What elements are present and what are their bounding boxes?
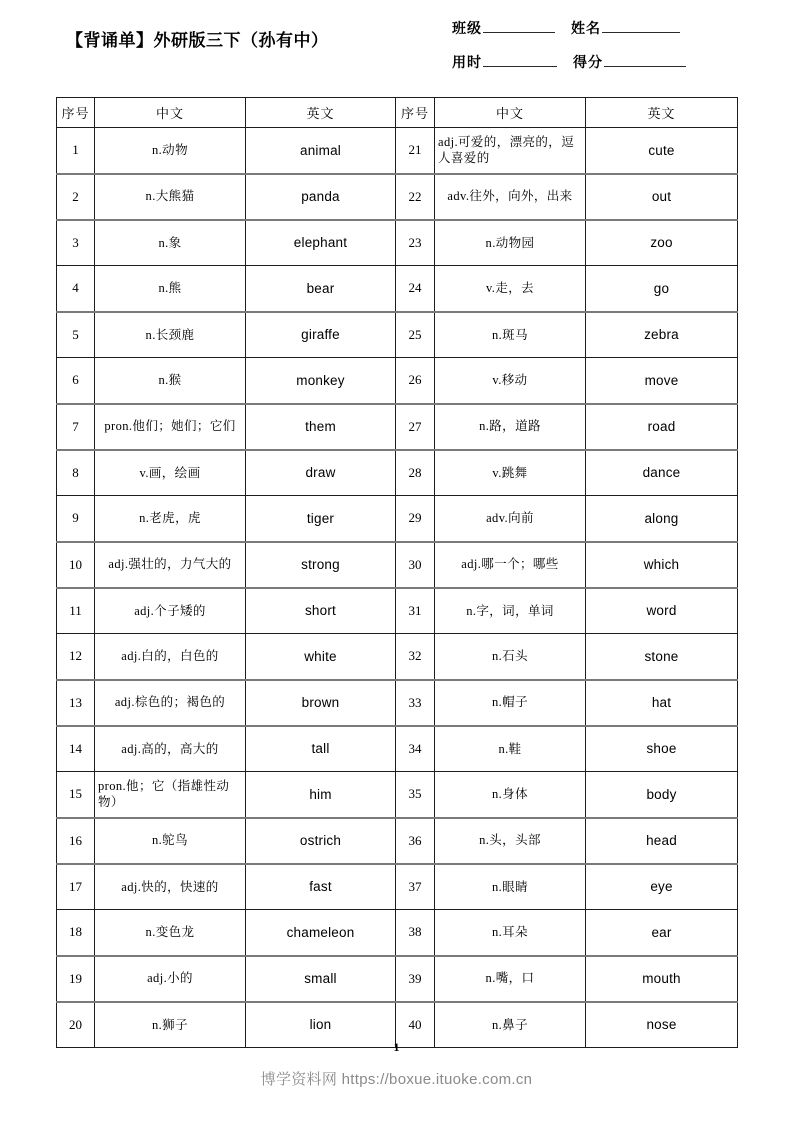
cell-english-right: head [586, 818, 738, 864]
cell-chinese-right: adv.向前 [435, 496, 586, 542]
field-name-input[interactable] [602, 19, 680, 33]
column-header-english-right: 英文 [586, 98, 738, 128]
cell-chinese-left: adj.白的，白色的 [95, 634, 246, 680]
meta-row-1 [452, 18, 752, 38]
cell-english-left: chameleon [246, 910, 396, 956]
cell-english-left: fast [246, 864, 396, 910]
cell-english-left: panda [246, 174, 396, 220]
cell-number-right: 37 [396, 864, 435, 910]
cell-english-right: move [586, 358, 738, 404]
cell-english-right: mouth [586, 956, 738, 1002]
table-header-row [57, 98, 738, 128]
cell-english-right: ear [586, 910, 738, 956]
cell-number-right: 39 [396, 956, 435, 1002]
field-time-used [452, 52, 557, 72]
cell-chinese-left: n.变色龙 [95, 910, 246, 956]
table-row [57, 450, 738, 496]
cell-number-right: 27 [396, 404, 435, 450]
cell-chinese-right: n.字，词，单词 [435, 588, 586, 634]
table-row [57, 358, 738, 404]
cell-number-right: 38 [396, 910, 435, 956]
cell-number-left: 16 [57, 818, 95, 864]
cell-number-left: 12 [57, 634, 95, 680]
cell-number-left: 4 [57, 266, 95, 312]
cell-number-left: 2 [57, 174, 95, 220]
table-row [57, 312, 738, 358]
column-header-no-left: 序号 [57, 98, 95, 128]
cell-english-right: shoe [586, 726, 738, 772]
table-row [57, 174, 738, 220]
column-header-chinese-left: 中文 [95, 98, 246, 128]
cell-chinese-left: n.猴 [95, 358, 246, 404]
cell-chinese-right: n.鼻子 [435, 1002, 586, 1048]
field-name-label: 姓名 [571, 22, 601, 37]
table-row [57, 956, 738, 1002]
cell-number-right: 23 [396, 220, 435, 266]
meta-row-2 [452, 52, 752, 72]
cell-english-left: bear [246, 266, 396, 312]
table-row [57, 404, 738, 450]
cell-english-right: which [586, 542, 738, 588]
cell-number-right: 34 [396, 726, 435, 772]
cell-english-left: lion [246, 1002, 396, 1048]
cell-chinese-right: n.头，头部 [435, 818, 586, 864]
table-body [57, 128, 738, 1048]
cell-chinese-left: n.动物 [95, 128, 246, 174]
field-time-used-label: 用时 [452, 56, 482, 71]
cell-english-right: hat [586, 680, 738, 726]
cell-english-right: dance [586, 450, 738, 496]
cell-english-right: road [586, 404, 738, 450]
cell-english-right: along [586, 496, 738, 542]
cell-english-left: brown [246, 680, 396, 726]
cell-english-right: eye [586, 864, 738, 910]
field-time-used-input[interactable] [483, 53, 557, 67]
cell-chinese-right: adj.可爱的，漂亮的，逗人喜爱的 [435, 128, 586, 174]
cell-chinese-left: n.大熊猫 [95, 174, 246, 220]
cell-number-right: 22 [396, 174, 435, 220]
field-score [573, 52, 686, 72]
page-number: 1 [393, 1040, 400, 1054]
cell-chinese-right: n.帽子 [435, 680, 586, 726]
document-header [0, 0, 793, 96]
cell-number-left: 5 [57, 312, 95, 358]
cell-number-left: 20 [57, 1002, 95, 1048]
cell-chinese-right: n.路，道路 [435, 404, 586, 450]
cell-number-left: 7 [57, 404, 95, 450]
cell-chinese-left: n.熊 [95, 266, 246, 312]
cell-english-left: him [246, 772, 396, 818]
cell-number-left: 15 [57, 772, 95, 818]
field-class-label: 班级 [452, 22, 482, 37]
cell-chinese-right: v.跳舞 [435, 450, 586, 496]
cell-number-left: 10 [57, 542, 95, 588]
cell-number-right: 29 [396, 496, 435, 542]
cell-chinese-right: n.眼睛 [435, 864, 586, 910]
cell-english-left: elephant [246, 220, 396, 266]
table-row [57, 818, 738, 864]
cell-number-right: 31 [396, 588, 435, 634]
cell-number-left: 18 [57, 910, 95, 956]
table-row [57, 128, 738, 174]
cell-number-left: 19 [57, 956, 95, 1002]
field-class-input[interactable] [483, 19, 555, 33]
cell-number-right: 28 [396, 450, 435, 496]
cell-english-right: nose [586, 1002, 738, 1048]
table-row [57, 588, 738, 634]
cell-english-right: go [586, 266, 738, 312]
cell-english-right: body [586, 772, 738, 818]
cell-english-left: tiger [246, 496, 396, 542]
column-header-english-left: 英文 [246, 98, 396, 128]
cell-chinese-right: adj.哪一个；哪些 [435, 542, 586, 588]
cell-number-right: 21 [396, 128, 435, 174]
cell-chinese-left: n.象 [95, 220, 246, 266]
cell-english-left: strong [246, 542, 396, 588]
table-row [57, 910, 738, 956]
cell-chinese-right: n.鞋 [435, 726, 586, 772]
cell-chinese-left: v.画，绘画 [95, 450, 246, 496]
cell-number-left: 1 [57, 128, 95, 174]
cell-number-left: 17 [57, 864, 95, 910]
cell-chinese-left: adj.强壮的，力气大的 [95, 542, 246, 588]
field-name [571, 18, 680, 38]
cell-chinese-left: n.狮子 [95, 1002, 246, 1048]
cell-english-left: small [246, 956, 396, 1002]
cell-number-right: 30 [396, 542, 435, 588]
table-row [57, 266, 738, 312]
field-class [452, 18, 555, 38]
cell-number-right: 26 [396, 358, 435, 404]
cell-chinese-left: pron.他；它（指雄性动物） [95, 772, 246, 818]
cell-chinese-left: n.鸵鸟 [95, 818, 246, 864]
cell-chinese-left: adj.个子矮的 [95, 588, 246, 634]
cell-number-right: 40 [396, 1002, 435, 1048]
cell-number-left: 13 [57, 680, 95, 726]
page-title: 【背诵单】外研版三下（孙有中） [66, 31, 329, 50]
column-header-no-right: 序号 [396, 98, 435, 128]
cell-chinese-left: adj.棕色的；褐色的 [95, 680, 246, 726]
cell-number-left: 11 [57, 588, 95, 634]
cell-chinese-right: v.走，去 [435, 266, 586, 312]
field-score-label: 得分 [573, 56, 603, 71]
cell-number-left: 3 [57, 220, 95, 266]
table-row [57, 864, 738, 910]
table-row [57, 220, 738, 266]
table-row [57, 772, 738, 818]
student-info-block [452, 18, 752, 86]
cell-chinese-right: n.嘴，口 [435, 956, 586, 1002]
column-header-chinese-right: 中文 [435, 98, 586, 128]
cell-english-left: animal [246, 128, 396, 174]
cell-english-left: draw [246, 450, 396, 496]
cell-english-right: stone [586, 634, 738, 680]
cell-number-left: 14 [57, 726, 95, 772]
cell-english-left: giraffe [246, 312, 396, 358]
cell-chinese-left: n.老虎，虎 [95, 496, 246, 542]
field-score-input[interactable] [604, 53, 686, 67]
cell-number-right: 35 [396, 772, 435, 818]
cell-english-right: word [586, 588, 738, 634]
cell-number-right: 24 [396, 266, 435, 312]
cell-chinese-right: n.斑马 [435, 312, 586, 358]
cell-number-left: 8 [57, 450, 95, 496]
cell-english-right: out [586, 174, 738, 220]
cell-english-left: tall [246, 726, 396, 772]
cell-english-left: monkey [246, 358, 396, 404]
cell-number-right: 33 [396, 680, 435, 726]
table-row [57, 634, 738, 680]
cell-chinese-left: adj.高的，高大的 [95, 726, 246, 772]
cell-chinese-left: adj.快的，快速的 [95, 864, 246, 910]
cell-number-left: 6 [57, 358, 95, 404]
cell-chinese-right: n.石头 [435, 634, 586, 680]
cell-english-left: ostrich [246, 818, 396, 864]
cell-english-left: short [246, 588, 396, 634]
cell-chinese-left: n.长颈鹿 [95, 312, 246, 358]
cell-number-right: 32 [396, 634, 435, 680]
cell-chinese-right: n.耳朵 [435, 910, 586, 956]
cell-chinese-right: n.身体 [435, 772, 586, 818]
cell-english-right: cute [586, 128, 738, 174]
cell-english-right: zoo [586, 220, 738, 266]
cell-number-right: 25 [396, 312, 435, 358]
cell-english-right: zebra [586, 312, 738, 358]
cell-number-right: 36 [396, 818, 435, 864]
table-row [57, 496, 738, 542]
cell-english-left: them [246, 404, 396, 450]
vocabulary-table [56, 97, 738, 1048]
cell-chinese-left: pron.他们；她们；它们 [95, 404, 246, 450]
cell-chinese-left: adj.小的 [95, 956, 246, 1002]
table-row [57, 680, 738, 726]
cell-number-left: 9 [57, 496, 95, 542]
cell-english-left: white [246, 634, 396, 680]
cell-chinese-right: adv.往外，向外，出来 [435, 174, 586, 220]
table-row [57, 542, 738, 588]
watermark-text: 博学资料网 https://boxue.ituoke.com.cn [260, 1071, 533, 1088]
cell-chinese-right: v.移动 [435, 358, 586, 404]
cell-chinese-right: n.动物园 [435, 220, 586, 266]
table-row [57, 726, 738, 772]
